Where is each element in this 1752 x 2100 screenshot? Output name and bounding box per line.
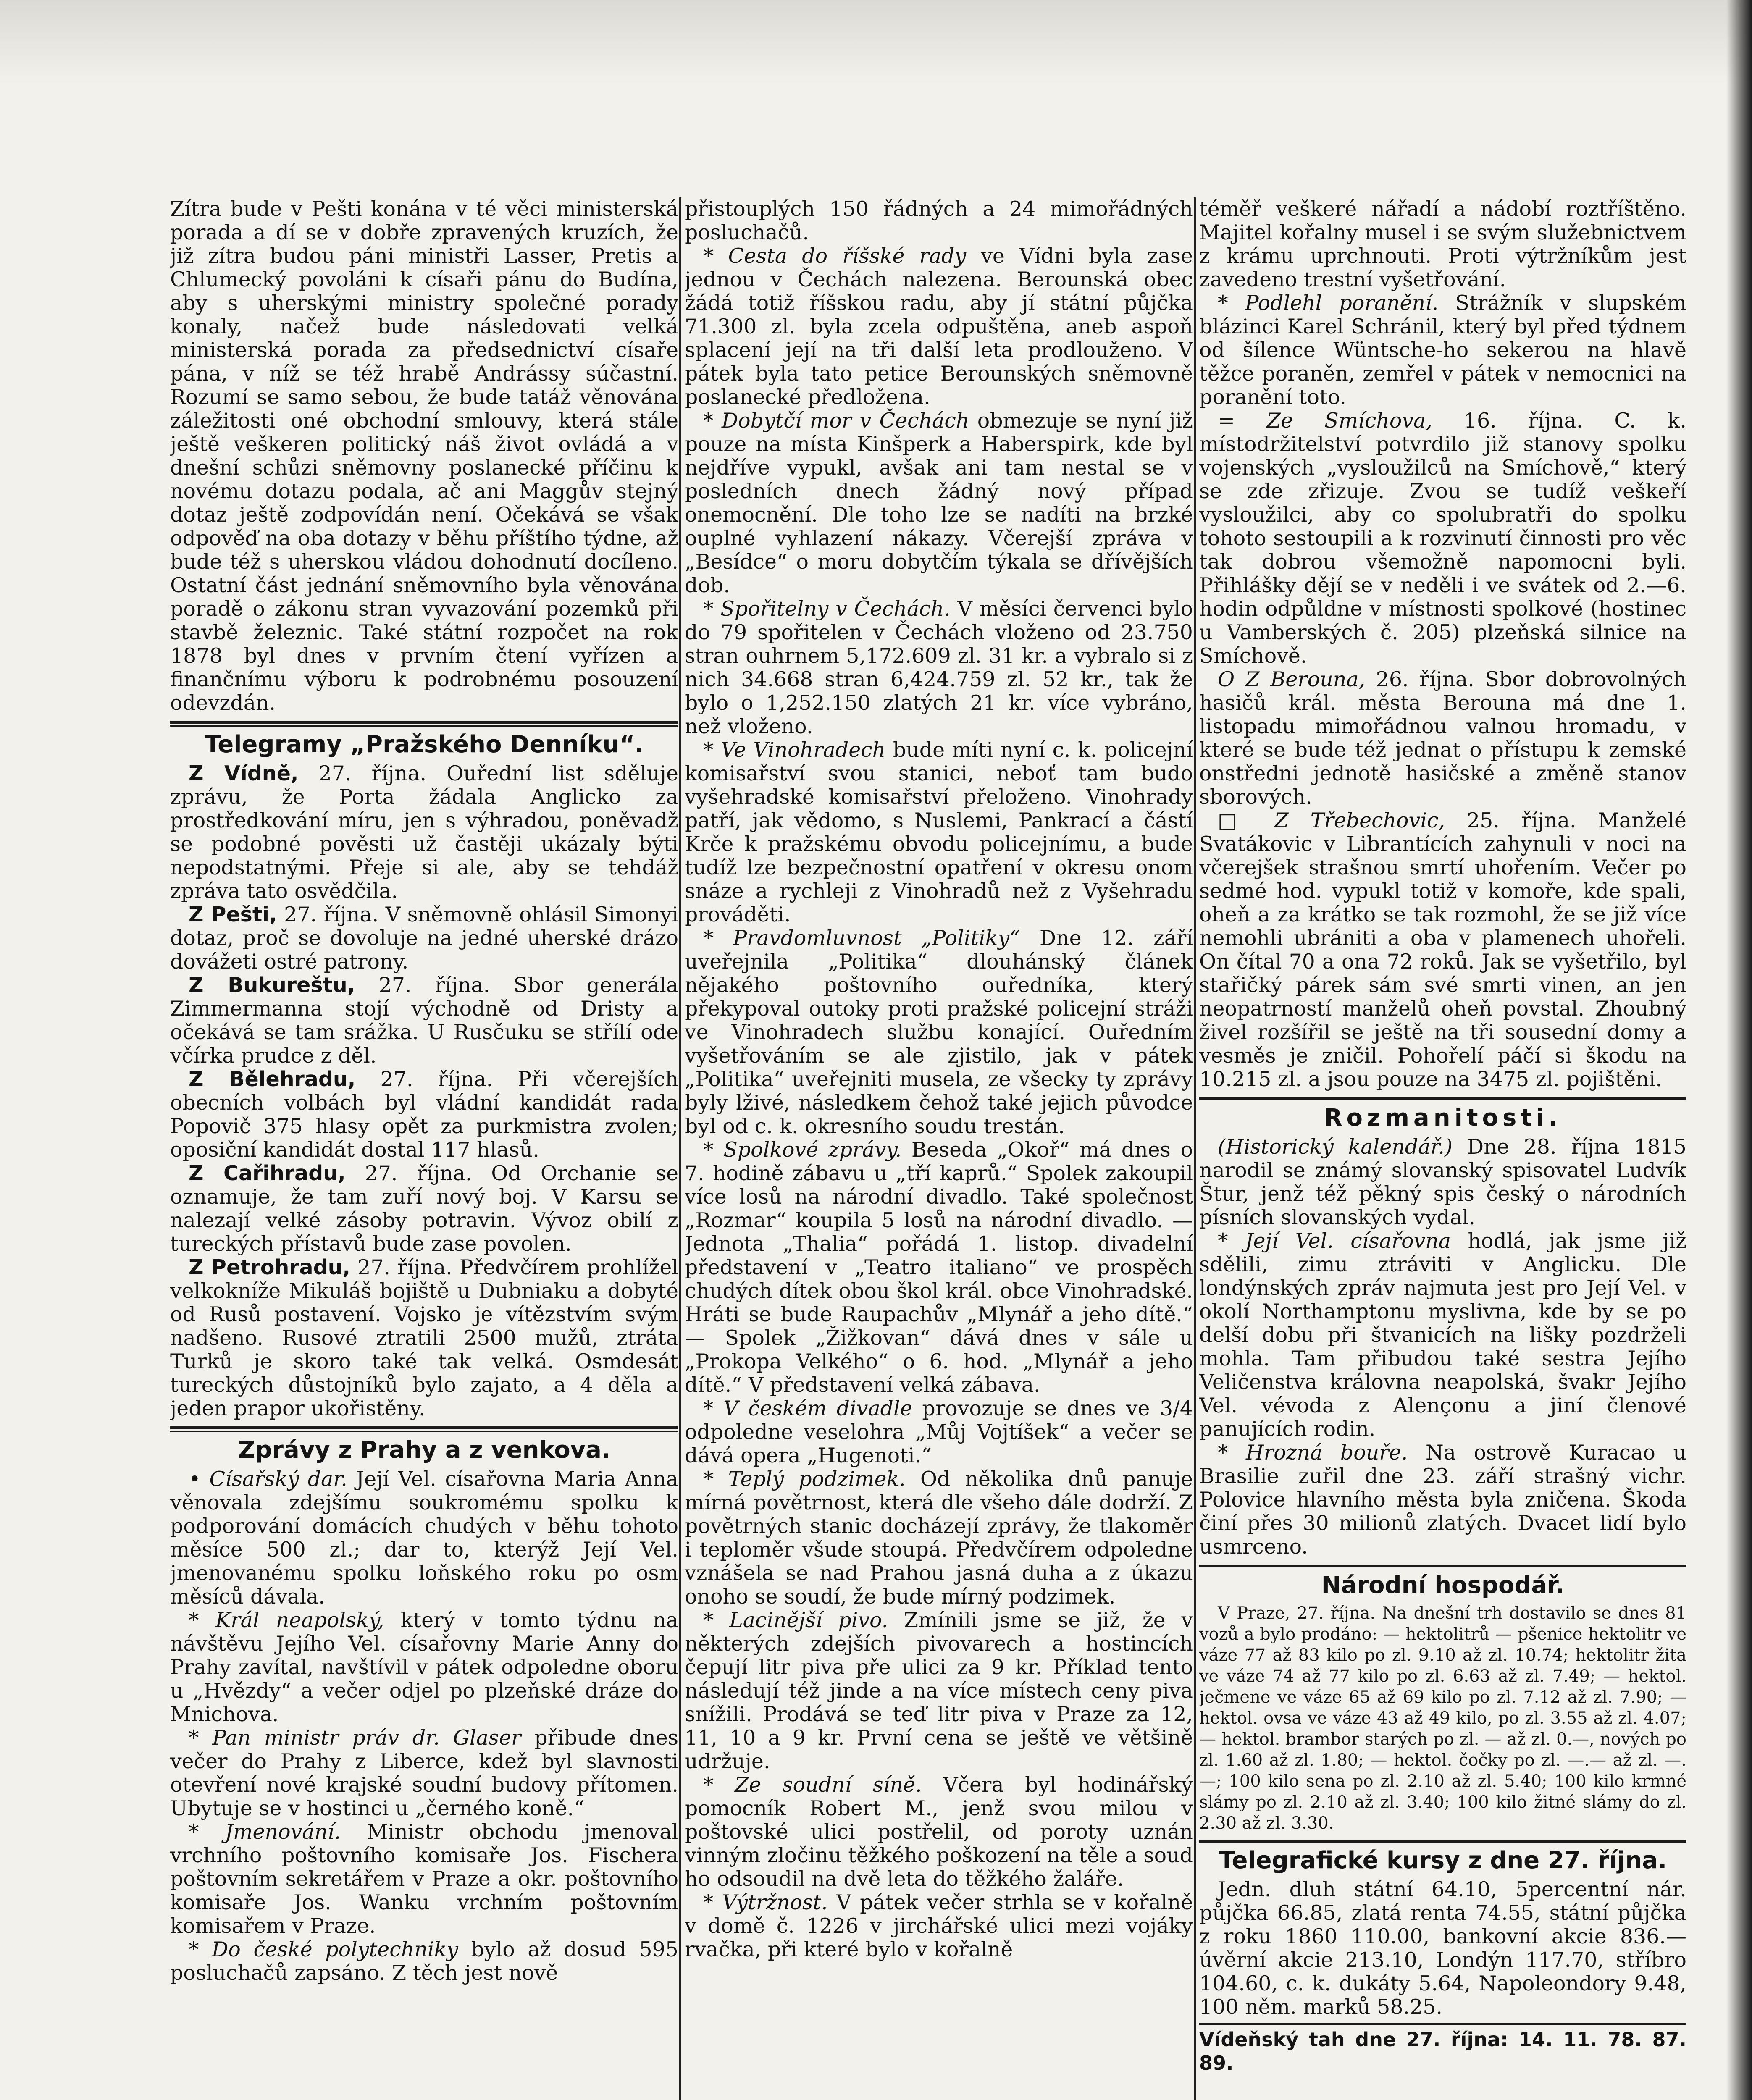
news-item-title: * Lacinější pivo. [703,1608,888,1632]
news-item: * Jmenování. Ministr obchodu jmenoval vrchního poštovního komisaře Jos. Fischera poštovním sekretářem v Praze a okr. poštovního komisaře Jos. Wanku vrchním poštovním komisařem v Praze. [170,1820,678,1938]
exchange-rates: Jedn. dluh státní 64.10, 5percentní nár. půjčka 66.85, zlatá renta 74.55, státní půjčka z roku 1860 110.00, bankovní akcie 836.— úvěrní akcie 213.10, Londýn 117.70, stříbro 104.60, c. k. dukáty 5.64, Napoleondory 9.48, 100 něm. marků 58.25. [1199,1877,1686,2019]
news-item: * Spořitelny v Čechách. V měsíci červenci bylo do 79 spořitelen v Čechách vloženo od 23.750 stran ouhrnem 5,172.609 zl. 31 kr. a vybralo si z nich 34.668 stran 6,424.759 zl. 52 kr., tak že bylo o 1,252.150 zlatých 21 kr. více vybráno, než vloženo. [685,597,1193,738]
news-item-title: * Teplý podzimek. [703,1467,906,1491]
news-item: * Do české polytechniky bylo až dosud 595 posluchačů zapsáno. Z těch jest nově [170,1937,678,1985]
column-2 [685,197,1193,2100]
dateline: Z Pešti, [189,903,277,927]
news-item: * Pan ministr práv dr. Glaser přibude dnes večer do Prahy z Liberce, kdež byl slavnosti otevření nové krajské soudní budovy přítomen. Ubytuje se v hostinci u „černého koně.“ [170,1726,678,1820]
news-item-title: • Císařský dar. [189,1467,347,1491]
political-article-text: Zítra bude v Pešti konána v té věci ministerská porada a dí se v dobře zpravených kruzích, že již zítra budou páni ministři Lasser, Pretis a Chlumecký povoláni k císaři pánu do Budína, aby s uherskými ministry společné porady konaly, načež bude následovati velká ministerská porada za předsednictví císaře pána, v níž se též hrabě Andrássy súčastní. Rozumí se samo sebou, že bude tatáž věnována záležitosti oné obchodní smlouvy, která stále ještě veškeren politický náš život ovládá a v dnešní schůzi sněmovny poslanecké příčinu k novému dotazu podala, ač ani Maggův stejný dotaz ještě zodpovídán není. Očekává se však odpověď na oba dotazy v běhu příštího týdne, až bude též s uherskou vládou dohodnutí docíleno. Ostatní část jednání sněmovního byla věnována poradě o zákonu stran vyvazování pozemků při stavbě železnic. Také státní rozpočet na rok 1878 byl dnes v prvním čtení vyřízen a finančnímu výboru k podrobnému posouzení odevzdán. [170,197,678,715]
column-rule [1194,197,1196,2100]
news-item: * Král neapolský, který v tomto týdnu na návštěvu Jejího Vel. císařovny Marie Anny do Prahy zavítal, navštívil v pátek odpoledne oboru u „Hvězdy“ a večer odjel po plzeňské dráze do Mnichova. [170,1608,678,1726]
news-item-title: * V českém divadle [703,1396,912,1420]
news-item-title: * Hrozná bouře. [1218,1441,1408,1465]
news-item-title: * Podlehl poranění. [1218,291,1439,315]
news-item: * Výtržnost. V pátek večer strhla se v kořalně v domě č. 1226 v jirchářské ulici mezi vojáky rvačka, při které bylo v kořalně [685,1890,1193,1961]
news-item: * Podlehl poranění. Strážník v slupském blázinci Karel Schránil, který byl před týdnem od šílence Wüntsche-ho sekerou na hlavě těžce poraněn, zemřel v pátek v nemocnici na poranění toto. [1199,291,1686,409]
news-item: • Císařský dar. Její Vel. císařovna Maria Anna věnovala zdejšímu soukromému spolku k podporování domácích chudých v běhu tohoto měsíce 500 zl.; dar to, kterýž Její Vel. jmenovanému spolku loňského roku po osm měsíců dávala. [170,1467,678,1609]
news-item: (Historický kalendář.) Dne 28. října 1815 narodil se známý slovanský spisovatel Ludvík Štur, jenž též pěkný spis český o národních písních slovanských vydal. [1199,1135,1686,1229]
news-item-title: * Ve Vinohradech [703,738,886,762]
news-item-title: * Výtržnost. [703,1890,828,1914]
telegram-constantinople: Z Cařihradu, 27. října. Od Orchanie se oznamuje, že tam zuří nový boj. V Karsu se nalezají velké zásoby potravin. Vývoz obilí z tureckých přístavů bude zase povolen. [170,1161,678,1256]
news-item: * V českém divadle provozuje se dnes ve 3/4 odpoledne veselohra „Můj Vojtíšek“ a večer se dává opera „Hugenoti.“ [685,1396,1193,1467]
economy-heading: Národní hospodář. [1321,1572,1565,1599]
column-3 [1199,197,1686,2100]
dateline: Z Bělehradu, [189,1067,356,1091]
news-item-title: * Cesta do říšské rady [703,244,967,268]
dateline: Z Petrohradu, [189,1255,351,1279]
dateline: Z Vídně, [189,761,299,785]
section-divider [1199,1840,1686,1843]
telegram-vienna: Z Vídně, 27. října. Ouřední list sděluje zprávu, že Porta žádala Anglicko za prostředkování míru, jen s výhradou, poněvadž se podobné pověsti už častěji ukázaly býti nepodstatnými. Přeje si ale, aby se tehdáž zpráva tato osvědčila. [170,761,678,903]
news-item: * Dobytčí mor v Čechách obmezuje se nyní již pouze na místa Kinšperk a Haberspirk, kde byl nejdříve vypukl, avšak ani tam nestal se v posledních dnech žádný nový případ onemocnění. Dle toho lze se nadíti na brzké ouplné vyhlazení nákazy. Včerejší zpráva v „Besídce“ o moru dobytčím týkala se dřívějších dob. [685,409,1193,597]
news-item: * Její Vel. císařovna hodlá, jak jsme již sdělili, zimu ztráviti v Anglicku. Dle londýnských zpráv najmuta jest pro Její Vel. v okolí Northamptonu myslivna, kde by se po delší dobu při štvanicích na lišky pozdrželi mohla. Tam přibudou také sestra Jejího Veličenstva královna neapolská, švakr Jejího Vel. vévoda z Alençonu a jiní členové panujících rodin. [1199,1229,1686,1441]
market-report: V Praze, 27. října. Na dnešní trh dostavilo se dnes 81 vozů a bylo prodáno: — hektolitrů — pšenice hektolitr ve váze 77 až 83 kilo po zl. 9.10 až zl. 10.74; hektolitr žita ve váze 74 až 77 kilo po zl. 6.63 až zl. 7.49; — hektol. ječmene ve váze 65 až 69 kilo po zl. 7.12 až zl. 7.90; — hektol. ovsa ve váze 43 až 49 kilo, po zl. 3.55 až zl. 4.07; — hektol. brambor starých po zl. — až zl. 0.—, nových po zl. 1.60 až zl. 1.80; — hektol. čočky po zl. —.— až zl. —.—; 100 kilo sena po zl. 2.10 až zl. 5.40; 100 kilo krmné slámy po zl. 2.10 až zl. 3.40; 100 kilo žitné slámy do zl. 2.30 až zl. 3.30. [1199,1604,1686,1833]
telegram-petersburg: Z Petrohradu, 27. října. Předvčírem prohlížel velkokníže Mikuláš bojiště u Dubniaku a dobyté od Rusů postavení. Vojsko je vítězstvím svým nadšeno. Rusové ztratili 2500 mužů, ztráta Turků je skoro také tak velká. Osmdesát tureckých důstojníků bylo zajato, a 4 děla a jeden prapor ukořistěny. [170,1255,678,1420]
continued-text: přistouplých 150 řádných a 24 mimořádných posluchačů. [685,197,1193,244]
page-top-shade [0,0,1752,84]
column-rule [679,197,681,2100]
dateline: Z Cařihradu, [189,1161,346,1185]
telegram-bucharest: Z Bukureštu, 27. října. Sbor generála Zimmermanna stojí východně od Dristy a očekává se tam srážka. U Rusčuku se střílí ode včírka prudce z děl. [170,973,678,1068]
miscellany-heading: Rozmanitosti. [1324,1104,1562,1131]
news-item-title: * Jmenování. [189,1820,341,1844]
news-item: * Lacinější pivo. Zmínili jsme se již, že v některých zdejších pivovarech a hostincích čepují litr piva pře ulici za 9 kr. Příklad tento následují též jinde a na více místech ceny piva snížili. Prodává se teď litr piva v Praze za 12, 11, 10 a 9 kr. První cena se ještě ve většině udržuje. [685,1608,1193,1773]
exchange-heading: Telegrafické kursy z dne 27. října. [1219,1847,1667,1874]
news-item: O Z Berouna, 26. října. Sbor dobrovolných hasičů král. města Berouna má dne 1. listopadu mimořádnou valnou hromadu, v které se bude též jednat o přístupu k zemské onstředni jednotě hasičské a změně stanov sborových. [1199,667,1686,809]
section-divider [1199,1097,1686,1100]
news-item-title: O Z Berouna, [1218,667,1366,691]
news-item: * Pravdomluvnost „Politiky“ Dne 12. září uveřejnila „Politika“ dlouhánský článek nějakého poštovního ouředníka, který překypoval outoky proti pražské policejní stráži ve Vinohradech službu konající. Ouředním vyšetřováním se ale zjistilo, jak v pátek „Politika“ uveřejniti musela, ze všecky ty zprávy byly lživé, následkem čehož také jejich původce byl od c. k. okresního soudu trestán. [685,926,1193,1138]
section-divider [1199,2023,1686,2025]
news-item-title: □ Z Třebechovic, [1218,808,1445,832]
news-item-title: (Historický kalendář.) [1218,1135,1453,1159]
news-item-title: * Král neapolský, [189,1608,384,1632]
dateline: Z Bukureštu, [189,973,355,997]
news-item: * Hrozná bouře. Na ostrově Kuracao u Brasilie zuřil dne 23. září strašný vichr. Polovice hlavního města byla zničena. Škoda činí přes 30 milionů zlatých. Dvacet lidí bylo usmrceno. [1199,1441,1686,1559]
column-1 [170,197,678,2100]
section-divider [1199,1564,1686,1567]
news-item: = Ze Smíchova, 16. října. C. k. místodržitelství potvrdilo již stanovy spolku vojenských „vysloužilců na Smíchově,“ který se zde zřizuje. Zvou se tudíž veškeří vysloužilci, aby co spolubratři do spolku tohoto sestoupili a k rozvinutí činnosti pro věc tak dobrou všemožně napomocni byli. Přihlášky dějí se v neděli i ve svátek od 2.—6. hodin odpůldne v místnosti spolkové (hostinec u Vamberských č. 205) plzeňská silnice na Smíchově. [1199,409,1686,668]
news-item-title: * Dobytčí mor v Čechách [703,409,969,433]
news-item-title: * Pan ministr práv dr. Glaser [189,1726,521,1750]
telegram-pest: Z Pešti, 27. října. V sněmovně ohlásil Simonyi dotaz, proč se dovoluje na jedné uherské drázo dovážeti ostré patrony. [170,903,678,974]
continued-text: téměř veškeré nářadí a nádobí roztříštěno. Majitel kořalny musel i se svým služebnictvem z krámu uprchnouti. Proti výtržníkům jest zavedeno trestní vyšetřování. [1199,197,1686,291]
news-item-title: * Pravdomluvnost „Politiky“ [703,926,1020,950]
telegram-belgrade: Z Bělehradu, 27. října. Při včerejších obecních volbách byl vládní kandidát rada Popovič 375 hlasy opět za purkmistra zvolen; oposiční kandidát dostal 117 hlasů. [170,1067,678,1162]
news-item: * Ve Vinohradech bude míti nyní c. k. policejní komisařství svou stanici, neboť tam budo vyšehradské komisařství přeloženo. Vinohrady patří, jak vědomo, s Nuslemi, Pankrací a částí Krče k pražskému obvodu policejnímu, a bude tudíž lze bezpečnostní opatření v okresu onom snáze a rychleji z Vinohradů než z Vyšehradu prováděti. [685,738,1193,927]
news-item-title: * Její Vel. císařovna [1218,1229,1451,1253]
section-divider [170,721,678,724]
news-item: * Cesta do říšské rady ve Vídni byla zase jednou v Čechách nalezena. Berounská obec žádá totiž říšskou radu, aby jí státní půjčka 71.300 zl. byla zcela odpuštěna, aneb aspoň splacení její na tři další leta prodlouženo. V pátek byla tato petice Berounských sněmovně poslanecké předložena. [685,244,1193,409]
news-item-title: = Ze Smíchova, [1218,409,1432,433]
lottery-draw-line: Vídeňský tah dne 27. října: 14. 11. 78. 87. 89. [1199,2028,1686,2074]
news-item: * Spolkové zprávy. Beseda „Okoř“ má dnes o 7. hodině zábavu u „tří kaprů.“ Spolek zakoupil více losů na národní divadlo. Také společnost „Rozmar“ koupila 5 losů na národní divadlo. — Jednota „Thalia“ pořádá 1. listop. divadelní představení v „Teatro italiano“ ve prospěch chudých dítek obou škol král. obce Vinohradské. Hráti se bude Raupachův „Mlynář a jeho dítě.“ — Spolek „Žižkovan“ dává dnes v sále u „Prokopa Velkého“ o 6. hod. „Mlynář a jeho dítě.“ V představení velká zábava. [685,1138,1193,1397]
section-divider [170,1426,678,1429]
news-item: □ Z Třebechovic, 25. října. Manželé Svatákovic v Librantících zahynuli v noci na včerejšek strašnou smrtí uhořením. Večer po sedmé hod. vypukl totiž v komoře, kde spali, oheň a za krátko se tak rozmohl, že se již více nemohli ubrániti a oba v plamenech uhořeli. On čítal 70 a ona 72 roků. Jak se vyšetřilo, byl stařičký párek sám své smrti vinen, an jen neopatrností manželů oheň povstal. Zhoubný živel rozšířil se ještě na tři sousední domy a vesměs je zničil. Pohořelí páčí si škodu na 10.215 zl. a jsou pouze na 3475 zl. pojištěni. [1199,808,1686,1091]
telegrams-heading: Telegramy „Pražského Denníku“. [205,731,644,758]
news-item-title: * Spořitelny v Čechách. [703,597,951,621]
news-item-title: * Ze soudní síně. [703,1773,922,1797]
news-item-title: * Do české polytechniky [189,1937,458,1961]
news-item: * Ze soudní síně. Včera byl hodinářský pomocník Robert M., jenž svou milou v poštovské ulici postřelil, od poroty uznán vinným zločinu těžkého poškození na těle a soud ho odsoudil na dvě leta do těžkého žaláře. [685,1773,1193,1891]
section-divider-thin [170,725,678,727]
section-divider-thin [170,1431,678,1432]
news-item-title: * Spolkové zprávy. [703,1138,902,1162]
news-item: * Teplý podzimek. Od několika dnů panuje mírná povětrnost, která dle všeho dále dodrží. Z povětrných stanic docházejí zprávy, že tlakoměr i teploměr všude stoupá. Předvčírem odpoledne vznášela se nad Prahou jasná duha a z úkazu onoho se soudí, že bude mírný podzimek. [685,1467,1193,1609]
local-news-heading: Zprávy z Prahy a z venkova. [238,1436,611,1464]
page-right-edge [1726,0,1752,2100]
